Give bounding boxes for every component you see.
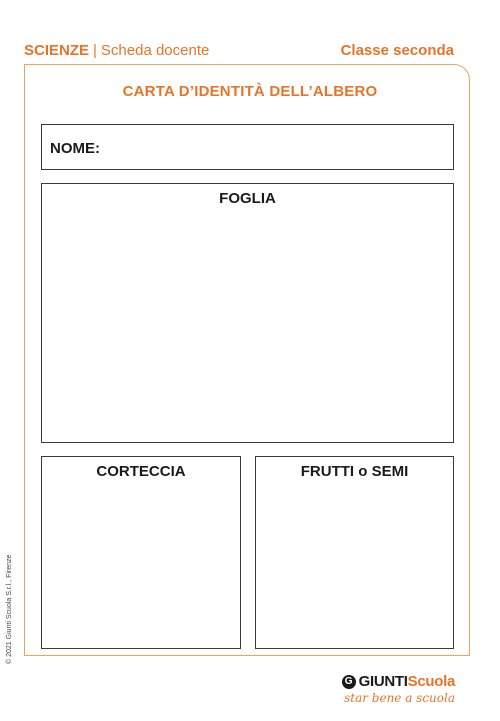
logo-brand: GIUNTI: [358, 673, 408, 690]
logo-wordmark: [342, 673, 455, 690]
sheet-type-label: Scheda docente: [100, 42, 210, 59]
fruit-seed-drawing-box[interactable]: [255, 456, 454, 649]
leaf-drawing-box[interactable]: [41, 183, 454, 443]
leaf-heading: FOGLIA: [219, 190, 276, 207]
name-label: NOME:: [50, 140, 100, 157]
name-field-box[interactable]: [41, 124, 454, 170]
fruit-seed-heading: FRUTTI o SEMI: [300, 463, 409, 480]
class-level-label: Classe seconda: [340, 42, 454, 59]
publisher-logo: [342, 673, 455, 705]
bark-drawing-box[interactable]: [41, 456, 241, 649]
bark-heading: CORTECCIA: [96, 463, 186, 480]
page-title: CARTA D’IDENTITÀ DELL’ALBERO: [122, 83, 378, 100]
header-separator: |: [93, 42, 97, 59]
page-frame-left-edge: [24, 64, 25, 656]
g-logo-icon: G: [342, 675, 356, 689]
logo-brand-suffix: Scuola: [407, 673, 455, 690]
copyright-notice: © 2021 Giunti Scuola S.r.l., Firenze: [6, 554, 13, 664]
header-subject: [24, 42, 209, 59]
subject-label: SCIENZE: [24, 42, 90, 59]
logo-tagline: star bene a scuola: [344, 691, 455, 705]
